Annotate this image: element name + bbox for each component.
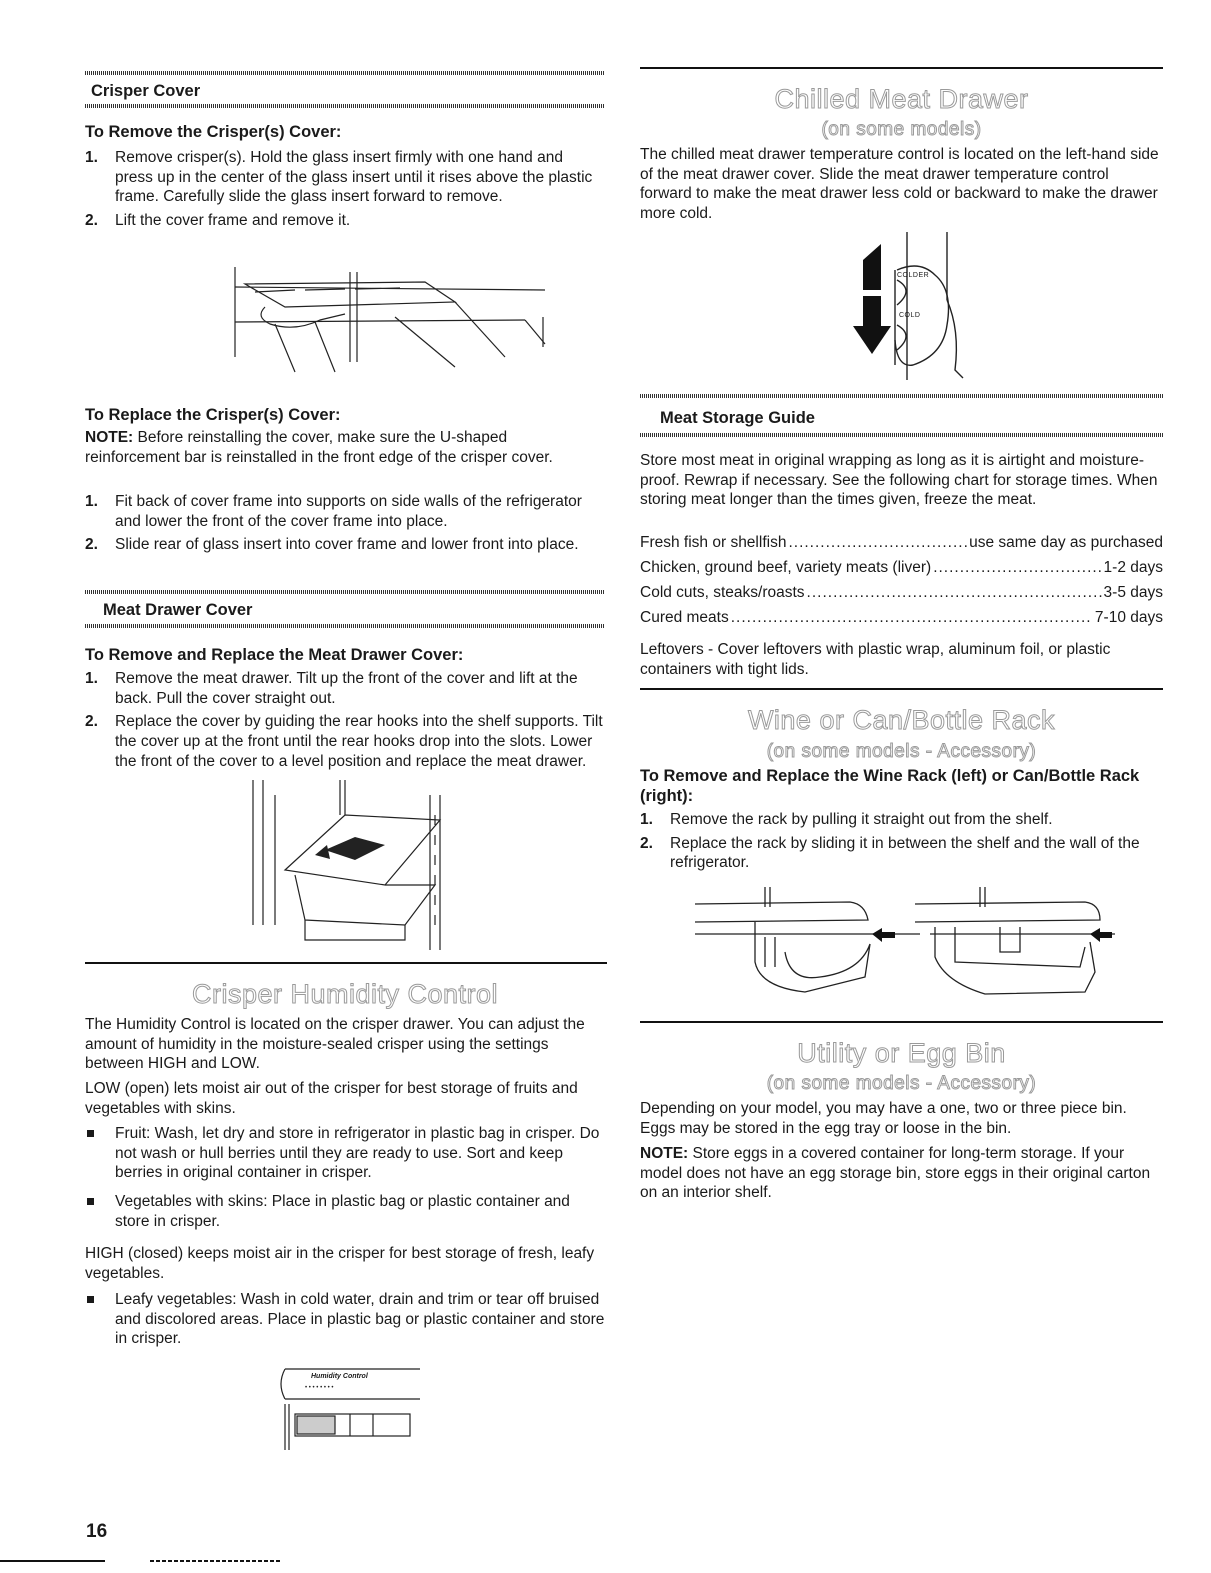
wine-rack-title: Wine or Can/Bottle Rack xyxy=(747,705,1056,735)
table-row: Cured meats ..... 7-10 days xyxy=(640,608,1163,633)
list-item: Fruit: Wash, let dry and store in refrigerator in plastic bag in crisper. Do not wash or hull berries until they are ready to use. Sort and keep berries in original container in crisper. xyxy=(85,1124,605,1183)
section-band-top xyxy=(640,394,1163,398)
crisper-remove-steps xyxy=(85,148,605,231)
cold-label: COLD xyxy=(899,312,921,319)
list-item: 2. Replace the cover by guiding the rear hooks into the shelf supports. Tilt the cover up at the front until the rear hooks drop into the slots. Lower the front of the cover to a level position and replace the meat drawer. xyxy=(85,713,603,770)
section-rule xyxy=(640,67,1163,69)
section-band-bottom xyxy=(85,624,605,628)
wine-rack-heading: To Remove and Replace the Wine Rack (left) or Can/Bottle Rack (right): xyxy=(640,767,1140,806)
bullet-icon xyxy=(87,1198,94,1205)
humidity-low: LOW (open) lets moist air out of the crisper for best storage of fruits and vegetables with skins. xyxy=(85,1080,578,1117)
meat-guide-title: Meat Storage Guide xyxy=(660,409,815,427)
list-item: 1. Remove crisper(s). Hold the glass insert firmly with one hand and press up in the center of the glass insert until it rises above the plastic frame. Carefully slide the glass insert forward to remove. xyxy=(85,149,593,206)
section-band-bottom xyxy=(85,104,605,108)
meat-drawer-cover-title: Meat Drawer Cover xyxy=(103,601,253,619)
meat-drawer-heading: To Remove and Replace the Meat Drawer Cover: xyxy=(85,646,464,664)
footer-rule xyxy=(0,1560,105,1562)
meat-guide-table xyxy=(640,533,1163,633)
page-number: 16 xyxy=(86,1521,108,1542)
meat-guide-intro: Store most meat in original wrapping as long as it is airtight and moisture-proof. Rewrap if necessary. See the following chart for storage times. When storing meat longer than the times given, freeze the meat. xyxy=(640,452,1158,509)
wine-rack-illustration xyxy=(690,882,1120,1007)
meat-drawer-steps xyxy=(85,669,605,771)
list-item: 2. Lift the cover frame and remove it. xyxy=(85,212,351,230)
humidity-low-bullets xyxy=(85,1124,605,1231)
list-item: 1. Fit back of cover frame into supports on side walls of the refrigerator and lower the front of the cover frame into place. xyxy=(85,493,582,530)
temperature-control-graphic xyxy=(835,230,965,382)
wine-rack-steps xyxy=(640,810,1163,873)
chilled-meat-title: Chilled Meat Drawer xyxy=(774,84,1029,114)
utility-bin-title: Utility or Egg Bin xyxy=(797,1038,1006,1068)
crisper-cover-illustration xyxy=(225,262,565,374)
section-band-top xyxy=(85,590,605,594)
utility-bin-text: Depending on your model, you may have a one, two or three piece bin. Eggs may be stored in the egg tray or loose in the bin. xyxy=(640,1100,1127,1137)
section-rule xyxy=(640,688,1163,690)
chilled-meat-text: The chilled meat drawer temperature control is located on the left-hand side of the meat drawer cover. Slide the meat drawer temperature control forward to make the meat drawer less cold or backward to make the drawer more cold. xyxy=(640,146,1159,223)
wine-rack-subtitle: (on some models - Accessory) xyxy=(766,741,1037,762)
humidity-control-illustration xyxy=(275,1364,425,1452)
section-band-bottom xyxy=(640,433,1163,437)
meat-drawer-illustration xyxy=(245,775,455,955)
crisper-note: NOTE: Before reinstalling the cover, make sure the U-shaped reinforcement bar is reinstalled in the front edge of the crisper cover. xyxy=(85,429,553,466)
list-item: 1. Remove the meat drawer. Tilt up the front of the cover and lift at the back. Pull the cover straight out. xyxy=(85,670,578,707)
table-row: Cold cuts, steaks/roasts ..... 3-5 days xyxy=(640,583,1163,608)
humidity-high: HIGH (closed) keeps moist air in the crisper for best storage of fresh, leafy vegetables. xyxy=(85,1245,595,1282)
bullet-icon xyxy=(87,1296,94,1303)
crisper-replace-steps xyxy=(85,492,605,555)
meat-guide-leftovers: Leftovers - Cover leftovers with plastic wrap, aluminum foil, or plastic containers with tight lids. xyxy=(640,641,1111,678)
bullet-icon xyxy=(87,1130,94,1137)
svg-text:• • • • • • • •: • • • • • • • • xyxy=(305,1385,334,1391)
chilled-meat-subtitle: (on some models) xyxy=(821,119,982,140)
utility-bin-subtitle: (on some models - Accessory) xyxy=(766,1073,1037,1094)
humidity-control-label: Humidity Control xyxy=(311,1373,368,1380)
list-item: Vegetables with skins: Place in plastic bag or plastic container and store in crisper. xyxy=(85,1192,605,1231)
section-rule xyxy=(640,1021,1163,1023)
section-rule xyxy=(85,962,607,964)
list-item: 2. Replace the rack by sliding it in between the shelf and the wall of the refrigerator. xyxy=(640,834,1140,872)
crisper-cover-title: Crisper Cover xyxy=(91,82,201,100)
humidity-title: Crisper Humidity Control xyxy=(191,979,499,1009)
utility-bin-note: NOTE: Store eggs in a covered container for long-term storage. If your model does not have an egg storage bin, store eggs in their original carton on an interior shelf. xyxy=(640,1145,1151,1202)
list-item: Leafy vegetables: Wash in cold water, drain and trim or tear off bruised and discolored areas. Place in plastic bag or plastic container and store in crisper. xyxy=(85,1290,605,1349)
table-row: Chicken, ground beef, variety meats (liver) ..... 1-2 days xyxy=(640,558,1163,583)
colder-label: COLDER xyxy=(897,272,930,279)
footer-rule-dashed xyxy=(150,1560,280,1562)
crisper-remove-heading: To Remove the Crisper(s) Cover: xyxy=(85,123,342,141)
table-row: Fresh fish or shellfish ..... use same day as purchased xyxy=(640,533,1163,558)
humidity-intro: The Humidity Control is located on the crisper drawer. You can adjust the amount of humidity in the moisture-sealed crisper using the settings between HIGH and LOW. xyxy=(85,1016,585,1073)
meat-drawer-control-illustration xyxy=(835,230,965,382)
section-band-top xyxy=(85,71,605,75)
humidity-high-bullets xyxy=(85,1290,605,1349)
list-item: 2. Slide rear of glass insert into cover frame and lower front into place. xyxy=(85,536,579,554)
crisper-replace-heading: To Replace the Crisper(s) Cover: xyxy=(85,406,341,424)
list-item: 1. Remove the rack by pulling it straight out from the shelf. xyxy=(640,811,1053,828)
